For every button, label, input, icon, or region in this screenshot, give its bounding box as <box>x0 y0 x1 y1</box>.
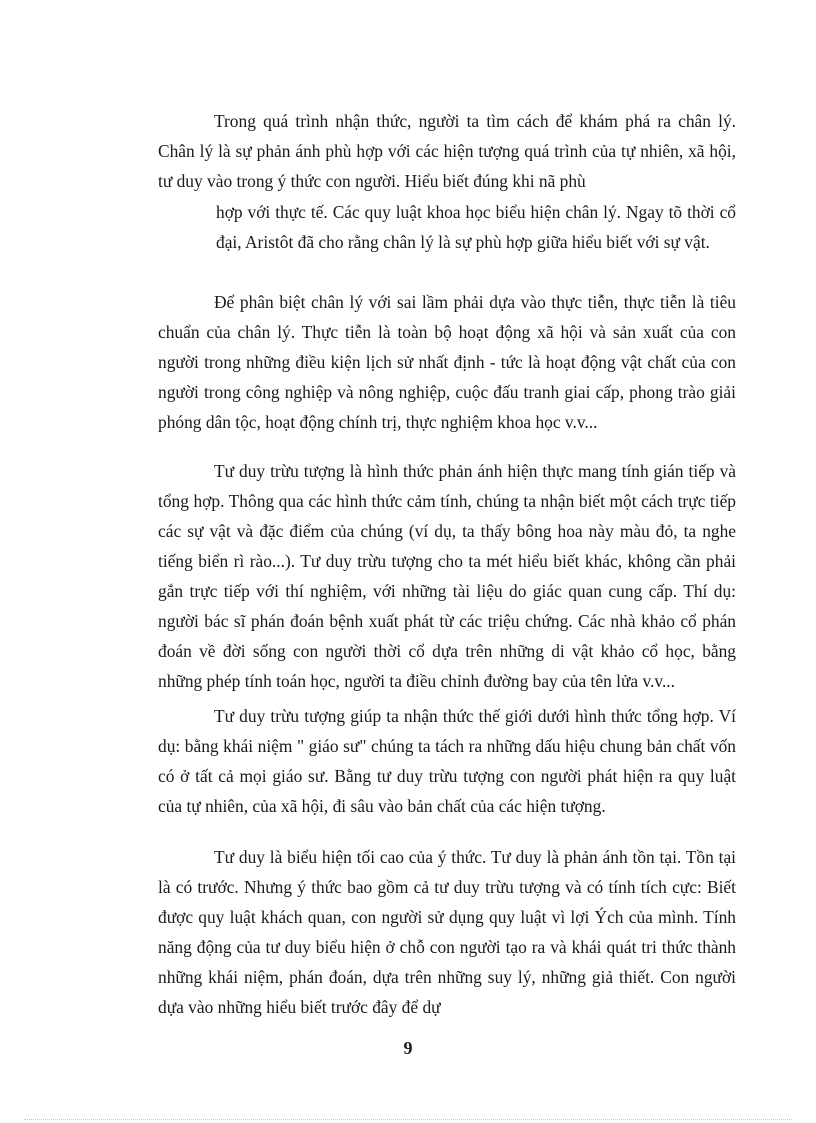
page-number: 9 <box>403 1038 413 1058</box>
paragraph-1: Trong quá trình nhận thức, người ta tìm cách để khám phá ra chân lý. Chân lý là sự phản ánh phù hợp với các hiện tượng quá trình của tự nhiên, xã hội, tư duy vào trong ý thức con người. Hiểu biết đúng khi nã phù <box>158 111 736 191</box>
paragraph-6: Tư duy là biểu hiện tối cao của ý thức. Tư duy là phản ánh tồn tại. Tồn tại là có trước. Nhưng ý thức bao gồm cả tư duy trừu tượng và có tính tích cực: Biết được quy luật khách quan, con người sử dụng quy luật vì lợi Ých của mình. Tính năng động của tư duy biểu hiện ở chỗ con người tạo ra và khái quát tri thức thành những khái niệm, phán đoán, dựa trên những suy lý, những giả thiết. Con người dựa vào những hiểu biết trước đây để dự <box>158 847 736 1017</box>
paragraph-5: Tư duy trừu tượng giúp ta nhận thức thế giới dưới hình thức tổng hợp. Ví dụ: bằng khái niệm " giáo sư" chúng ta tách ra những dấu hiệu chung bản chất vốn có ở tất cả mọi giáo sư. Bằng tư duy trừu tượng con người phát hiện ra quy luật của tự nhiên, của xã hội, đi sâu vào bản chất của các hiện tượng. <box>158 706 736 816</box>
paragraph-4: Tư duy trừu tượng là hình thức phản ánh hiện thực mang tính gián tiếp và tổng hợp. Thông qua các hình thức cảm tính, chúng ta nhận biết một cách trực tiếp các sự vật và đặc điểm của chúng (ví dụ, ta thấy bông hoa này màu đỏ, ta nghe tiếng biển rì rào...). Tư duy trừu tượng cho ta mét hiểu biết khác, không cần phải gắn trực tiếp với thí nghiệm, với những tài liệu do giác quan cung cấp. Thí dụ: người bác sĩ phán đoán bệnh xuất phát từ các triệu chứng. Các nhà khảo cổ phán đoán về đời sống con người thời cổ dựa trên những di vật khảo cổ học, bằng những phép tính toán học, người ta điều chỉnh đường bay của tên lửa v.v... <box>158 461 736 691</box>
paragraph-3: Để phân biệt chân lý với sai lầm phải dựa vào thực tiễn, thực tiễn là tiêu chuẩn của chân lý. Thực tiễn là toàn bộ hoạt động xã hội và sản xuất của con người trong những điều kiện lịch sử nhất định - tức là hoạt động vật chất của con người trong công nghiệp và nông nghiệp, cuộc đấu tranh giai cấp, phong trào giải phóng dân tộc, hoạt động chính trị, thực nghiệm khoa học v.v... <box>158 292 736 432</box>
paragraph-2: hợp với thực tế. Các quy luật khoa học biểu hiện chân lý. Ngay tõ thời cổ đại, Aristôt đã cho rằng chân lý là sự phù hợp giữa hiểu biết với sự vật. <box>216 202 736 252</box>
page-bottom-divider <box>24 1119 792 1120</box>
